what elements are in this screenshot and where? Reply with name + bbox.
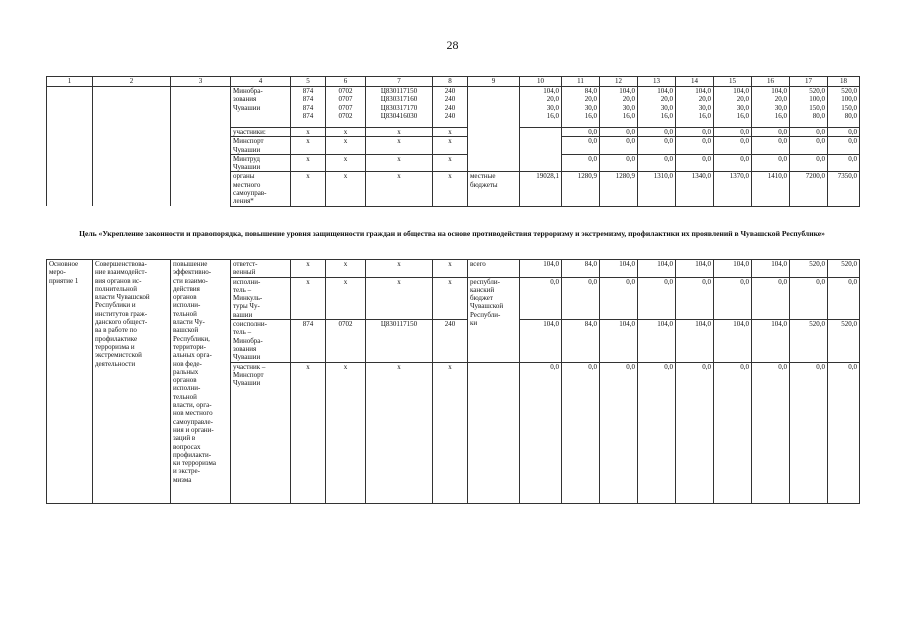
- table-cell: 7200,0: [790, 172, 828, 206]
- table-cell: 104,0: [600, 320, 638, 362]
- table-cell: 104,0: [638, 260, 676, 278]
- table-cell: 104,0: [714, 320, 752, 362]
- col-header: 5: [291, 77, 326, 87]
- col-header: 14: [676, 77, 714, 87]
- table-cell: 80,0: [844, 111, 857, 120]
- table-cell: x: [326, 128, 366, 137]
- table-cell: 30,0: [584, 103, 597, 112]
- table-row: [47, 260, 860, 278]
- table-cell: 104,0: [619, 87, 635, 95]
- table-cell: x: [326, 260, 366, 278]
- table-cell: 520,0: [841, 87, 857, 95]
- continuation-table: [46, 76, 860, 207]
- table-cell: x: [326, 362, 366, 503]
- table-cell: x: [291, 277, 326, 319]
- table-cell: 0,0: [752, 154, 790, 172]
- table-cell: x: [366, 172, 433, 206]
- table-cell: 0,0: [714, 154, 752, 172]
- table-cell: местные бюджеты: [468, 172, 520, 206]
- table-cell: 0,0: [600, 362, 638, 503]
- table-cell: 0,0: [562, 128, 600, 137]
- table-cell: 84,0: [562, 260, 600, 278]
- col-header: 8: [433, 77, 468, 87]
- table-cell: 100,0: [809, 95, 825, 104]
- table-cell: 0,0: [676, 154, 714, 172]
- table-cell: 0,0: [714, 137, 752, 155]
- table-cell: 0,0: [676, 137, 714, 155]
- table-cell: x: [326, 277, 366, 319]
- table-cell: x: [326, 172, 366, 206]
- table-cell: 1310,0: [638, 172, 676, 206]
- table-cell: 16,0: [622, 111, 635, 120]
- table-cell: 1410,0: [752, 172, 790, 206]
- table-cell: 100,0: [841, 95, 857, 104]
- table-cell: 84,0: [584, 87, 597, 95]
- executor-cell: Минобра- зования Чувашии: [231, 87, 291, 128]
- table-cell: 0,0: [562, 154, 600, 172]
- table-cell: 30,0: [546, 103, 559, 112]
- table-cell: x: [291, 137, 326, 155]
- table-cell: 0,0: [790, 277, 828, 319]
- table-cell: 104,0: [676, 320, 714, 362]
- table-cell: 0,0: [638, 277, 676, 319]
- code-list-c6: [326, 87, 366, 128]
- table-cell: участники:: [231, 128, 291, 137]
- table-cell: x: [433, 128, 468, 137]
- table-cell: республи- канский бюджет Чувашской Республи- ки: [468, 277, 520, 362]
- table-cell: 240: [444, 103, 456, 112]
- table-cell: 520,0: [828, 260, 860, 278]
- col-header: 13: [638, 77, 676, 87]
- table-cell: x: [291, 362, 326, 503]
- table-cell: x: [326, 154, 366, 172]
- measure-name: Совершенствова- ние взаимодейст- вия органов ис- полнительной власти Чувашской Республики и институтов граж- данского общест- ва в работе по профилактике терроризма и экстремистской деятельности: [93, 260, 171, 504]
- table-cell: 0,0: [828, 362, 860, 503]
- table-cell: 0707: [338, 95, 353, 104]
- table-cell: ответст- венный: [231, 260, 291, 278]
- table-cell: 20,0: [736, 95, 749, 104]
- table-cell: 874: [302, 111, 314, 120]
- table-cell: 20,0: [774, 95, 787, 104]
- table-cell: 0,0: [676, 277, 714, 319]
- table-cell: x: [366, 128, 433, 137]
- table-cell: 0,0: [790, 154, 828, 172]
- table-cell: 104,0: [520, 320, 562, 362]
- table-cell: x: [291, 154, 326, 172]
- measure-number: Основное меро- приятие 1: [47, 260, 93, 504]
- table-cell: 30,0: [774, 103, 787, 112]
- table-cell: 240: [433, 320, 468, 362]
- col-header: 2: [93, 77, 171, 87]
- table-cell: x: [326, 137, 366, 155]
- table-cell: 30,0: [736, 103, 749, 112]
- table-cell: 0,0: [790, 362, 828, 503]
- col-header: 9: [468, 77, 520, 87]
- table-cell: 104,0: [695, 87, 711, 95]
- table-cell: 20,0: [660, 95, 673, 104]
- table-cell: 0,0: [600, 277, 638, 319]
- table-cell: Ц830117150: [366, 320, 433, 362]
- table-cell: 240: [444, 111, 456, 120]
- table-cell: 0,0: [752, 277, 790, 319]
- col-header: 10: [520, 77, 562, 87]
- table-cell: 0,0: [714, 362, 752, 503]
- table-cell: 19028,1: [520, 172, 562, 206]
- table-cell: x: [433, 260, 468, 278]
- table-cell: 150,0: [841, 103, 857, 112]
- table-cell: соисполни- тель – Минобра- зования Чувашии: [231, 320, 291, 362]
- table-cell: 0,0: [790, 128, 828, 137]
- table-cell: 0,0: [638, 137, 676, 155]
- table-cell: 104,0: [520, 260, 562, 278]
- table-cell: всего: [468, 260, 520, 278]
- table-cell: 80,0: [812, 111, 825, 120]
- table-cell: исполни- тель – Минкуль- туры Чу- вашии: [231, 277, 291, 319]
- col-header: 11: [562, 77, 600, 87]
- table-cell: x: [433, 154, 468, 172]
- table-cell: 0,0: [676, 362, 714, 503]
- table-cell: участник – Минспорт Чувашии: [231, 362, 291, 503]
- table-cell: 20,0: [584, 95, 597, 104]
- table-cell: 16,0: [584, 111, 597, 120]
- col-header: 6: [326, 77, 366, 87]
- table-cell: 874: [302, 95, 314, 104]
- table-cell: x: [366, 362, 433, 503]
- table-cell: 0,0: [752, 362, 790, 503]
- table-cell: 150,0: [809, 103, 825, 112]
- table-cell: 0,0: [828, 277, 860, 319]
- table-cell: Ц830416030: [380, 111, 418, 120]
- code-list-c8: [433, 87, 468, 128]
- table-cell: x: [433, 172, 468, 206]
- table-cell: 16,0: [660, 111, 673, 120]
- table-cell: 1340,0: [676, 172, 714, 206]
- table-cell: x: [366, 137, 433, 155]
- col-header: 4: [231, 77, 291, 87]
- table-cell: 874: [291, 320, 326, 362]
- table-cell: x: [291, 260, 326, 278]
- table-cell: 240: [444, 87, 456, 95]
- table-cell: 240: [444, 95, 456, 104]
- table-cell: 30,0: [660, 103, 673, 112]
- table-cell: 874: [302, 103, 314, 112]
- table-cell: 1370,0: [714, 172, 752, 206]
- table-cell: 16,0: [698, 111, 711, 120]
- table-cell: 0707: [338, 103, 353, 112]
- table-cell: 0,0: [828, 154, 860, 172]
- table-cell: 0,0: [752, 128, 790, 137]
- table-cell: Ц830317160: [380, 95, 418, 104]
- table-cell: Минтруд Чувашии: [231, 154, 291, 172]
- table-cell: 0,0: [752, 137, 790, 155]
- table-cell: 520,0: [809, 87, 825, 95]
- table-cell: 30,0: [698, 103, 711, 112]
- table-cell: 20,0: [546, 95, 559, 104]
- table-cell: 0702: [326, 320, 366, 362]
- table-cell: 0,0: [638, 362, 676, 503]
- code-list-c7: [366, 87, 433, 128]
- table-cell: 0,0: [600, 137, 638, 155]
- table-cell: 0702: [338, 87, 353, 95]
- table-cell: 104,0: [752, 320, 790, 362]
- page-number: 28: [446, 38, 459, 52]
- table-cell: x: [291, 172, 326, 206]
- table-cell: x: [366, 260, 433, 278]
- col-header: 12: [600, 77, 638, 87]
- table-cell: 0,0: [676, 128, 714, 137]
- table-cell: Ц830317170: [380, 103, 418, 112]
- table-cell: x: [366, 154, 433, 172]
- measure-table: [46, 259, 860, 504]
- table-cell: 0,0: [828, 128, 860, 137]
- table-cell: 7350,0: [828, 172, 860, 206]
- table-cell: 0,0: [520, 277, 562, 319]
- table-cell: x: [291, 128, 326, 137]
- table-cell: x: [433, 277, 468, 319]
- table-cell: 84,0: [562, 320, 600, 362]
- table-cell: x: [366, 277, 433, 319]
- table-cell: органы местного самоуправ- ления*: [231, 172, 291, 206]
- table-cell: 0,0: [790, 137, 828, 155]
- table-cell: Минспорт Чувашии: [231, 137, 291, 155]
- col-header: 16: [752, 77, 790, 87]
- table-cell: 0,0: [828, 137, 860, 155]
- table-cell: 0,0: [600, 154, 638, 172]
- col-header: 17: [790, 77, 828, 87]
- table-cell: 0,0: [714, 128, 752, 137]
- table-cell: 20,0: [622, 95, 635, 104]
- table-cell: 520,0: [790, 320, 828, 362]
- col-header: 1: [47, 77, 93, 87]
- table-cell: Ц830117150: [380, 87, 418, 95]
- table-cell: 0,0: [714, 277, 752, 319]
- table-cell: 104,0: [752, 260, 790, 278]
- table-cell: 0,0: [638, 154, 676, 172]
- table-cell: 0,0: [520, 362, 562, 503]
- col-header: 7: [366, 77, 433, 87]
- table-cell: 30,0: [622, 103, 635, 112]
- table-cell: 16,0: [546, 111, 559, 120]
- code-list-c5: [291, 87, 326, 128]
- column-number-row: [47, 77, 860, 87]
- col-header: 18: [828, 77, 860, 87]
- table-cell: 16,0: [736, 111, 749, 120]
- table-cell: 0,0: [562, 277, 600, 319]
- table-cell: 0,0: [600, 128, 638, 137]
- table-cell: 1280,9: [562, 172, 600, 206]
- table-cell: 0,0: [562, 362, 600, 503]
- table-cell: 104,0: [638, 320, 676, 362]
- table-cell: 0702: [338, 111, 353, 120]
- table-cell: 104,0: [657, 87, 673, 95]
- table-cell: x: [433, 362, 468, 503]
- table-cell: 520,0: [828, 320, 860, 362]
- table-cell: 874: [302, 87, 314, 95]
- table-cell: 104,0: [714, 260, 752, 278]
- goal-heading: Цель «Укрепление законности и правопорядка, повышение уровня защищенности граждан и общества на основе противодействия терроризму и экстремизму, профилактики их проявлений в Чувашской Республике»: [79, 229, 825, 238]
- table-cell: 16,0: [774, 111, 787, 120]
- table-cell: 1280,9: [600, 172, 638, 206]
- table-row: [47, 87, 860, 128]
- table-cell: 104,0: [771, 87, 787, 95]
- col-header: 3: [171, 77, 231, 87]
- table-cell: 104,0: [543, 87, 559, 95]
- table-cell: 20,0: [698, 95, 711, 104]
- table-cell: 520,0: [790, 260, 828, 278]
- measure-goal: повышение эффективно- сти взаимо- действия органов исполни- тельной власти Чу- вашской Республики, территори- альных орга- нов феде- ральных органов исполни- тельной власти, орга- нов местного самоуправле- ния и органи- заций в вопросах профилакти- ки терроризма и экстре- мизма: [171, 260, 231, 504]
- col-header: 15: [714, 77, 752, 87]
- table-cell: 0,0: [638, 128, 676, 137]
- table-cell: 104,0: [733, 87, 749, 95]
- table-cell: x: [433, 137, 468, 155]
- table-cell: 104,0: [600, 260, 638, 278]
- table-cell: 104,0: [676, 260, 714, 278]
- table-cell: 0,0: [562, 137, 600, 155]
